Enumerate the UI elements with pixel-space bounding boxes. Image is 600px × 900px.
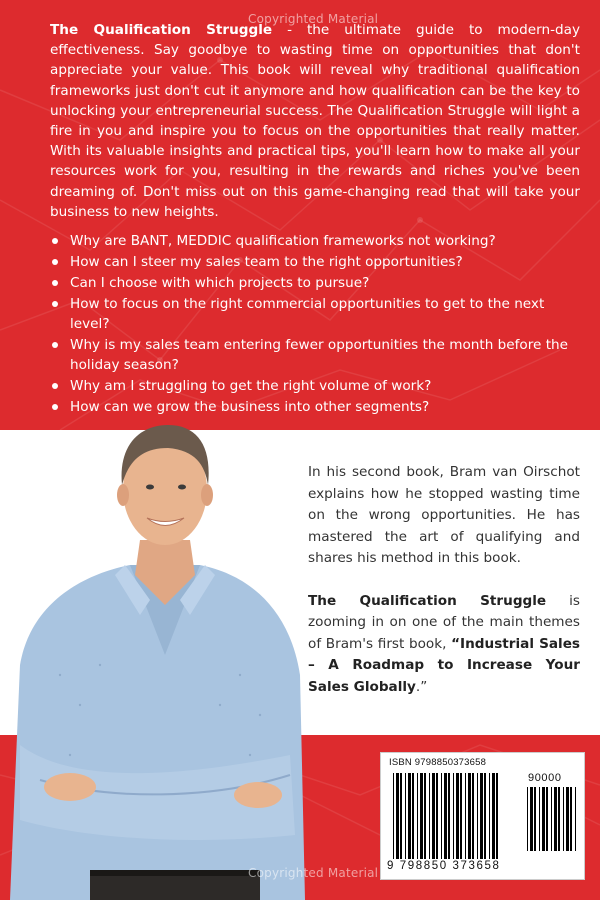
price-code: 90000 (528, 772, 562, 784)
book-title: The Qualification Struggle (308, 592, 547, 609)
list-item: How can I steer my sales team to the right opportunities? (50, 252, 580, 272)
list-item: Can I choose with which projects to pursue? (50, 273, 580, 293)
list-item: Why is my sales team entering fewer opportunities the month before the holiday season? (50, 335, 580, 375)
bullet-dot-icon (52, 280, 58, 286)
question-list (50, 231, 580, 418)
bullet-dot-icon (52, 404, 58, 410)
list-item: Why am I struggling to get the right volume of work? (50, 376, 580, 396)
author-paragraph-1: In his second book, Bram van Oirschot explains how he stopped wasting time on the wrong opportunities. He has mastered the art of qualifying and shares his method in this book. (308, 464, 580, 566)
watermark-top: Copyrighted Material (248, 12, 379, 26)
author-photo (0, 415, 310, 900)
author-description (308, 462, 580, 719)
bullet-dot-icon (52, 259, 58, 265)
isbn-barcode (380, 752, 585, 880)
bullet-dot-icon (52, 342, 58, 348)
bullet-dot-icon (52, 383, 58, 389)
author-paragraph-2: The Qualification Struggle is zooming in on one of the main themes of Bram's first book, “Industrial Sales – A Roadmap to Increase Your Sales Globally.” (308, 592, 581, 695)
intro-title: The Qualification Struggle (50, 22, 273, 38)
list-item: How can we grow the business into other segments? (50, 397, 580, 417)
bullet-dot-icon (52, 301, 58, 307)
list-item: How to focus on the right commercial opportunities to get to the next level? (50, 294, 580, 334)
bullet-dot-icon (52, 238, 58, 244)
list-item: Why are BANT, MEDDIC qualification frameworks not working? (50, 231, 580, 251)
intro-paragraph (50, 20, 580, 222)
barcode-digits: 9 798850 373658 (387, 860, 501, 872)
isbn-number: ISBN 9798850373658 (389, 757, 487, 768)
intro-text: - the ultimate guide to modern-day effectiveness. Say goodbye to wasting time on opportunities that don't appreciate your value. This book will reveal why traditional qualification frameworks just don't cut it anymore and how qualification can be the key to unlocking your entrepreneurial success. The Qualification Struggle will light a fire in you and inspire you to focus on the opportunities that really matter. With its valuable insights and practical tips, you'll learn how to make all your resources work for you, resulting in the rewards and riches you've been dreaming of. Don't miss out on this game-changing read that will take your business to new heights. (50, 22, 580, 220)
watermark-bottom: Copyrighted Material (248, 866, 379, 880)
first-book-title: “Industrial Sales – A Roadmap to Increase Your Sales Globally (308, 635, 581, 695)
